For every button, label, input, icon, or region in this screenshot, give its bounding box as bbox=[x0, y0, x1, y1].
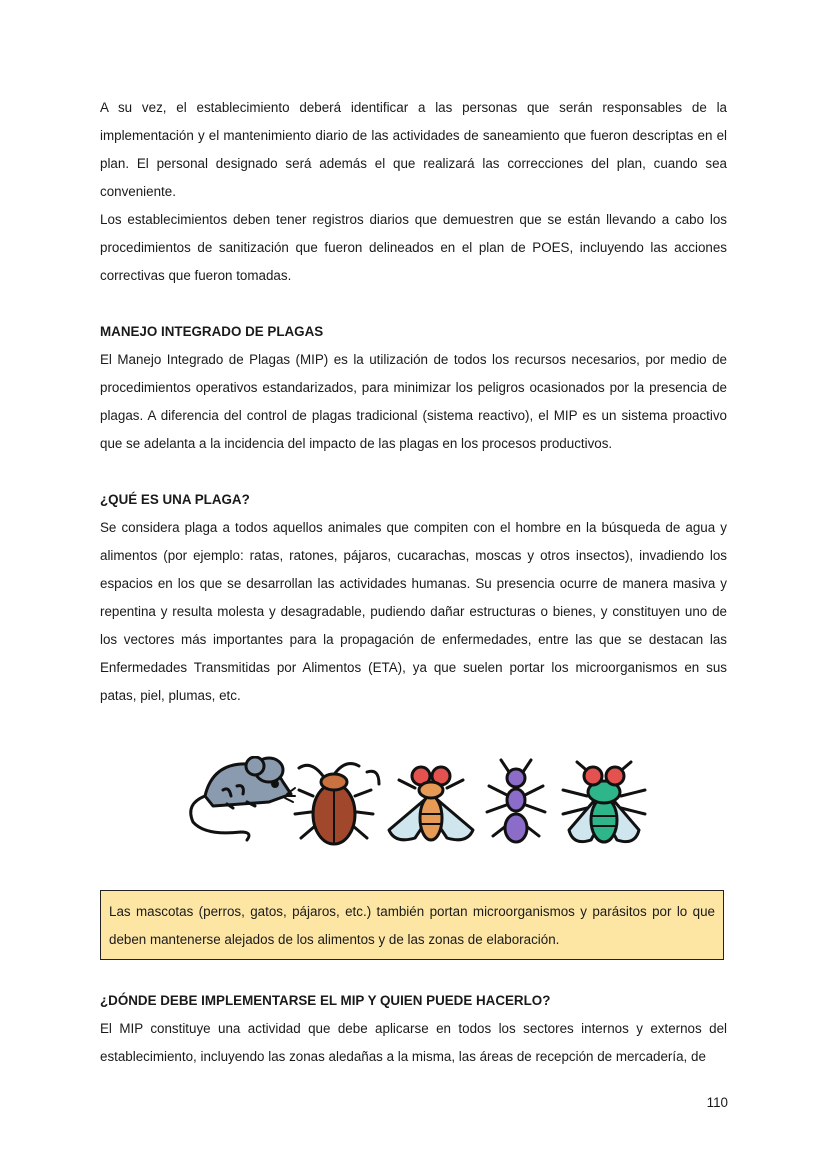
paragraph-registros: Los establecimientos deben tener registros diarios que demuestren que se están llevando a cabo los procedimientos de sanitización que fueron delineados en el plan de POES, incluyendo las acciones correctivas que fueron tomadas. bbox=[100, 212, 727, 283]
fly-icon bbox=[389, 767, 473, 840]
paragraph-plaga: Se considera plaga a todos aquellos animales que compiten con el hombre en la búsqueda de agua y alimentos (por ejemplo: ratas, ratones, pájaros, cucarachas, moscas y otros insectos), invadiendo los espacios en los que se desarrollan las actividades humanas. Su presencia ocurre de manera masiva y repentina y resulta molesta y desagradable, pudiendo dañar estructuras o bienes, y constituyen uno de los vectores más importantes para la propagación de enfermedades, entre las que se destacan las Enfermedades Transmitidas por Alimentos (ETA), ya que suelen portar los microorganismos en sus patas, piel, plumas, etc. bbox=[100, 520, 727, 703]
mouse-icon bbox=[191, 757, 295, 840]
cockroach-icon bbox=[295, 764, 379, 844]
mip-implementation-section bbox=[100, 987, 727, 1071]
heading-mip: MANEJO INTEGRADO DE PLAGAS bbox=[100, 324, 324, 339]
paragraph-mip: El Manejo Integrado de Plagas (MIP) es la utilización de todos los recursos necesarios, por medio de procedimientos operativos estandarizados, para minimizar los peligros ocasionados por la presencia de plagas. A diferencia del control de plagas tradicional (sistema reactivo), el MIP es un sistema proactivo que se adelanta a la incidencia del impacto de las plagas en los procesos productivos. bbox=[100, 352, 727, 451]
heading-plaga: ¿QUÉ ES UNA PLAGA? bbox=[100, 492, 250, 507]
paragraph-responsables: A su vez, el establecimiento deberá identificar a las personas que serán responsables de la implementación y el mantenimiento diario de las actividades de saneamiento que fueron descriptas en el plan. El personal designado será además el que realizará las correcciones del plan, cuando sea conveniente. bbox=[100, 100, 727, 199]
housefly-icon bbox=[563, 762, 645, 842]
ant-icon bbox=[487, 760, 545, 842]
callout-text: Las mascotas (perros, gatos, pájaros, etc.) también portan microorganismos y parásitos por lo que deben mantenerse alejados de los alimentos y de las zonas de elaboración. bbox=[109, 904, 715, 947]
pests-illustration bbox=[183, 756, 648, 848]
paragraph-donde: El MIP constituye una actividad que debe aplicarse en todos los sectores internos y externos del establecimiento, incluyendo las zonas aledañas a la misma, las áreas de recepción de mercadería, de bbox=[100, 1021, 727, 1064]
heading-donde: ¿DÓNDE DEBE IMPLEMENTARSE EL MIP Y QUIEN PUEDE HACERLO? bbox=[100, 993, 551, 1008]
pets-callout-box bbox=[100, 890, 724, 960]
main-text-block bbox=[100, 94, 727, 710]
page-number: 110 bbox=[706, 1095, 728, 1110]
